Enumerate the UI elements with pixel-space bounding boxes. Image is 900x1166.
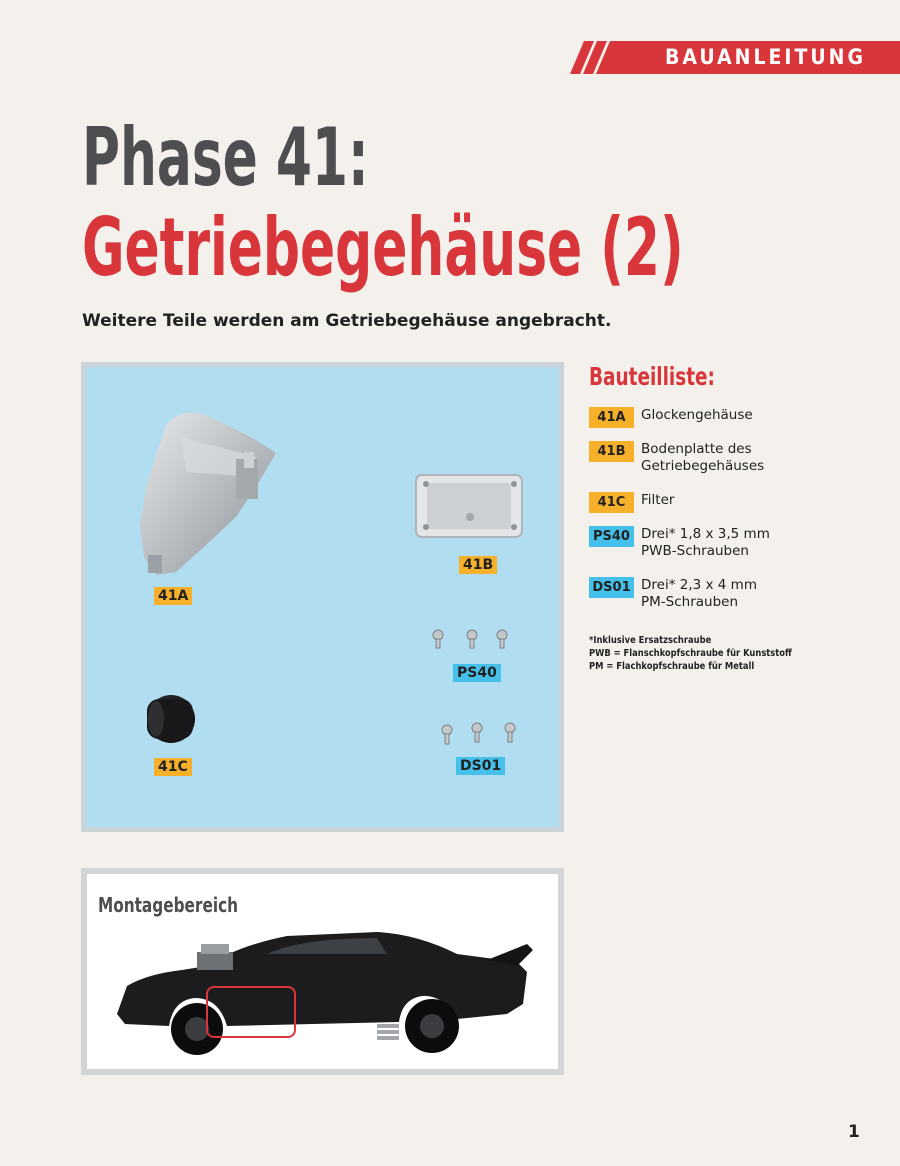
header-banner bbox=[560, 41, 900, 74]
parts-notes bbox=[589, 634, 819, 673]
bell-housing-part bbox=[140, 413, 276, 575]
part-description-line: Filter bbox=[641, 492, 675, 508]
parts-list-item bbox=[589, 407, 831, 428]
filter-part bbox=[147, 695, 195, 743]
page-title-phase: Phase 41: bbox=[82, 111, 369, 204]
parts-list-item bbox=[589, 441, 831, 475]
ps40-screws bbox=[433, 630, 507, 648]
part-description bbox=[641, 492, 831, 509]
tag-41a: 41A bbox=[154, 587, 192, 605]
parts-photo-frame bbox=[81, 362, 564, 832]
part-code-badge: DS01 bbox=[589, 577, 634, 598]
section-label: BAUANLEITUNG bbox=[664, 45, 866, 69]
assembly-panel bbox=[87, 874, 558, 1069]
bottom-plate-part bbox=[416, 475, 522, 537]
part-description-line: PWB-Schrauben bbox=[641, 543, 749, 559]
part-code-badge: 41C bbox=[589, 492, 634, 513]
part-description-line: Bodenplatte des bbox=[641, 441, 752, 457]
part-code-badge: 41B bbox=[589, 441, 634, 462]
tag-ps40: PS40 bbox=[453, 664, 501, 682]
part-description-line: Getriebegehäuses bbox=[641, 458, 765, 474]
part-description bbox=[641, 407, 831, 424]
part-code-badge: PS40 bbox=[589, 526, 634, 547]
page-title-name: Getriebegehäuse (2) bbox=[82, 201, 684, 294]
note-line: *Inklusive Ersatzschraube bbox=[589, 635, 712, 646]
part-code-badge: 41A bbox=[589, 407, 634, 428]
part-description-line: Glockengehäuse bbox=[641, 407, 753, 423]
part-description bbox=[641, 526, 831, 560]
ds01-screws bbox=[442, 723, 515, 744]
tag-ds01: DS01 bbox=[456, 757, 505, 775]
parts-list-item bbox=[589, 577, 831, 611]
tag-41b: 41B bbox=[459, 556, 497, 574]
parts-list-item bbox=[589, 492, 831, 513]
note-line: PWB = Flanschkopfschraube für Kunststoff bbox=[589, 648, 792, 659]
car-illustration bbox=[87, 874, 558, 1069]
note-line: PM = Flachkopfschraube für Metall bbox=[589, 661, 755, 672]
part-description bbox=[641, 441, 831, 475]
assembly-title: Montagebereich bbox=[98, 893, 239, 917]
parts-photo bbox=[86, 367, 559, 827]
assembly-frame bbox=[81, 868, 564, 1075]
parts-list-title: Bauteilliste: bbox=[589, 362, 715, 391]
part-description bbox=[641, 577, 831, 611]
page-number: 1 bbox=[848, 1122, 860, 1142]
part-description-line: Drei* 1,8 x 3,5 mm bbox=[641, 526, 770, 542]
parts-list-item bbox=[589, 526, 831, 560]
tag-41c: 41C bbox=[154, 758, 192, 776]
part-description-line: Drei* 2,3 x 4 mm bbox=[641, 577, 757, 593]
part-description-line: PM-Schrauben bbox=[641, 594, 739, 610]
page-subtitle: Weitere Teile werden am Getriebegehäuse angebracht. bbox=[82, 311, 612, 331]
